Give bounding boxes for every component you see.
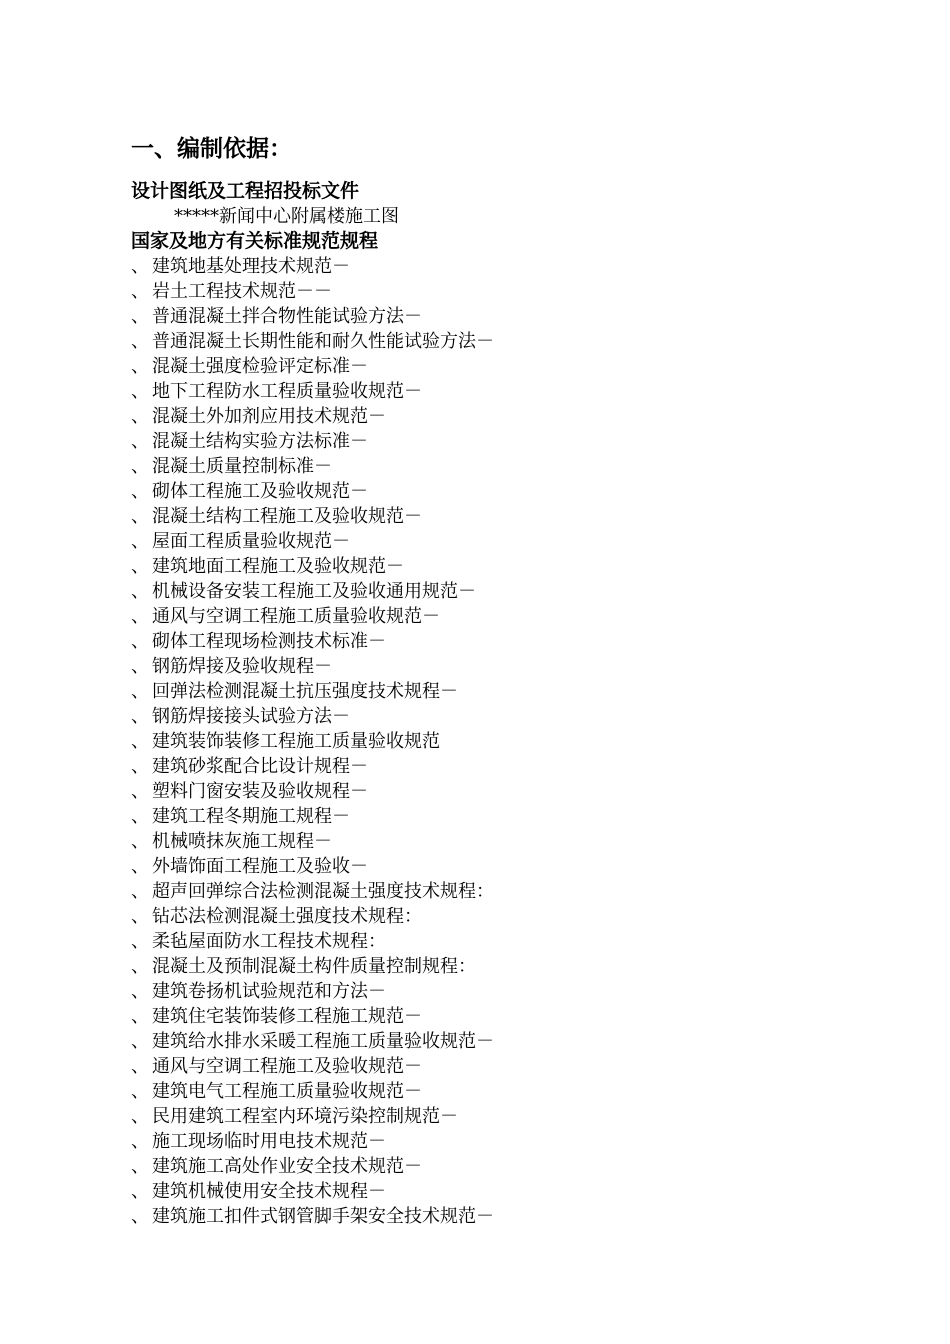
list-item — [131, 479, 891, 504]
list-item-text: 混凝土及预制混凝土构件质量控制规程： — [152, 956, 476, 977]
list-bullet: 、 — [131, 706, 149, 727]
list-bullet: 、 — [131, 1081, 149, 1102]
list-item-text: 建筑施工扣件式钢管脚手架安全技术规范－ — [152, 1206, 494, 1227]
list-bullet: 、 — [131, 881, 149, 902]
list-item — [131, 554, 891, 579]
list-item — [131, 429, 891, 454]
list-item-text: 建筑卷扬机试验规范和方法－ — [152, 981, 386, 1002]
list-item — [131, 1154, 891, 1179]
list-bullet: 、 — [131, 1006, 149, 1027]
list-item — [131, 629, 891, 654]
list-item — [131, 1029, 891, 1054]
list-item — [131, 779, 891, 804]
list-bullet: 、 — [131, 531, 149, 552]
list-bullet: 、 — [131, 831, 149, 852]
list-bullet: 、 — [131, 731, 149, 752]
list-item — [131, 604, 891, 629]
list-bullet: 、 — [131, 431, 149, 452]
list-bullet: 、 — [131, 556, 149, 577]
list-item-text: 混凝土结构实验方法标准－ — [152, 431, 368, 452]
list-item-text: 地下工程防水工程质量验收规范－ — [152, 381, 422, 402]
list-item-text: 混凝土强度检验评定标准－ — [152, 356, 368, 377]
list-bullet: 、 — [131, 606, 149, 627]
list-item-text: 钢筋焊接及验收规程－ — [152, 656, 332, 677]
standards-title: 国家及地方有关标准规范规程 — [131, 230, 379, 252]
list-item — [131, 729, 891, 754]
list-item-text: 建筑砂浆配合比设计规程－ — [152, 756, 368, 777]
list-item — [131, 254, 891, 279]
list-bullet: 、 — [131, 356, 149, 377]
construction-drawing-name: *****新闻中心附属楼施工图 — [174, 206, 399, 227]
list-item — [131, 579, 891, 604]
list-bullet: 、 — [131, 806, 149, 827]
list-item-text: 通风与空调工程施工质量验收规范－ — [152, 606, 440, 627]
list-item-text: 建筑地基处理技术规范－ — [152, 256, 350, 277]
list-item — [131, 1129, 891, 1154]
list-bullet: 、 — [131, 856, 149, 877]
list-bullet: 、 — [131, 906, 149, 927]
list-item — [131, 354, 891, 379]
list-item — [131, 929, 891, 954]
list-item — [131, 854, 891, 879]
list-item — [131, 879, 891, 904]
list-item-text: 混凝土质量控制标准－ — [152, 456, 332, 477]
list-item — [131, 1204, 891, 1229]
list-bullet: 、 — [131, 256, 149, 277]
list-item — [131, 304, 891, 329]
list-bullet: 、 — [131, 506, 149, 527]
list-item — [131, 504, 891, 529]
list-item-text: 机械设备安装工程施工及验收通用规范－ — [152, 581, 476, 602]
standards-list — [131, 254, 891, 1229]
list-item — [131, 804, 891, 829]
list-item-text: 普通混凝土拌合物性能试验方法－ — [152, 306, 422, 327]
list-bullet: 、 — [131, 581, 149, 602]
list-bullet: 、 — [131, 1106, 149, 1127]
list-item-text: 砌体工程施工及验收规范－ — [152, 481, 368, 502]
list-item — [131, 1054, 891, 1079]
document-content — [131, 133, 891, 1229]
list-bullet: 、 — [131, 381, 149, 402]
list-item — [131, 529, 891, 554]
list-bullet: 、 — [131, 306, 149, 327]
design-drawings-title: 设计图纸及工程招投标文件 — [131, 180, 360, 202]
list-item — [131, 954, 891, 979]
list-item-text: 钻芯法检测混凝土强度技术规程： — [152, 906, 422, 927]
list-bullet: 、 — [131, 1206, 149, 1227]
list-item — [131, 329, 891, 354]
list-bullet: 、 — [131, 656, 149, 677]
list-bullet: 、 — [131, 1131, 149, 1152]
list-item-text: 普通混凝土长期性能和耐久性能试验方法－ — [152, 331, 494, 352]
list-item-text: 施工现场临时用电技术规范－ — [152, 1131, 386, 1152]
list-bullet: 、 — [131, 1181, 149, 1202]
list-item — [131, 1004, 891, 1029]
list-item-text: 建筑电气工程施工质量验收规范－ — [152, 1081, 422, 1102]
list-item-text: 民用建筑工程室内环境污染控制规范－ — [152, 1106, 458, 1127]
list-item-text: 屋面工程质量验收规范－ — [152, 531, 350, 552]
list-item — [131, 829, 891, 854]
list-bullet: 、 — [131, 1056, 149, 1077]
list-bullet: 、 — [131, 631, 149, 652]
list-item — [131, 379, 891, 404]
list-item — [131, 679, 891, 704]
list-item-text: 建筑机械使用安全技术规程－ — [152, 1181, 386, 1202]
list-item-text: 柔毡屋面防水工程技术规程： — [152, 931, 386, 952]
list-bullet: 、 — [131, 281, 149, 302]
list-item-text: 建筑装饰装修工程施工质量验收规范 — [152, 731, 440, 752]
list-bullet: 、 — [131, 681, 149, 702]
list-item — [131, 1104, 891, 1129]
list-item-text: 混凝土外加剂应用技术规范－ — [152, 406, 386, 427]
list-item-text: 通风与空调工程施工及验收规范－ — [152, 1056, 422, 1077]
list-item — [131, 454, 891, 479]
section-heading: 一、编制依据： — [131, 136, 292, 162]
list-bullet: 、 — [131, 331, 149, 352]
list-bullet: 、 — [131, 406, 149, 427]
list-bullet: 、 — [131, 1031, 149, 1052]
list-item-text: 建筑给水排水采暖工程施工质量验收规范－ — [152, 1031, 494, 1052]
list-item-text: 砌体工程现场检测技术标准－ — [152, 631, 386, 652]
list-item-text: 建筑工程冬期施工规程－ — [152, 806, 350, 827]
list-item — [131, 704, 891, 729]
list-item-text: 钢筋焊接接头试验方法－ — [152, 706, 350, 727]
list-bullet: 、 — [131, 956, 149, 977]
list-item — [131, 404, 891, 429]
list-item-text: 机械喷抹灰施工规程－ — [152, 831, 332, 852]
list-item-text: 建筑施工高处作业安全技术规范－ — [152, 1156, 422, 1177]
list-item — [131, 904, 891, 929]
list-item-text: 回弹法检测混凝土抗压强度技术规程－ — [152, 681, 458, 702]
list-item — [131, 754, 891, 779]
list-bullet: 、 — [131, 981, 149, 1002]
list-item-text: 建筑住宅装饰装修工程施工规范－ — [152, 1006, 422, 1027]
list-item — [131, 1079, 891, 1104]
list-item-text: 混凝土结构工程施工及验收规范－ — [152, 506, 422, 527]
list-item-text: 建筑地面工程施工及验收规范－ — [152, 556, 404, 577]
list-item-text: 超声回弹综合法检测混凝土强度技术规程： — [152, 881, 494, 902]
list-item-text: 岩土工程技术规范－－ — [152, 281, 332, 302]
list-bullet: 、 — [131, 456, 149, 477]
list-bullet: 、 — [131, 781, 149, 802]
list-bullet: 、 — [131, 481, 149, 502]
list-bullet: 、 — [131, 931, 149, 952]
list-bullet: 、 — [131, 756, 149, 777]
list-bullet: 、 — [131, 1156, 149, 1177]
list-item — [131, 1179, 891, 1204]
list-item-text: 塑料门窗安装及验收规程－ — [152, 781, 368, 802]
list-item-text: 外墙饰面工程施工及验收－ — [152, 856, 368, 877]
list-item — [131, 654, 891, 679]
list-item — [131, 279, 891, 304]
list-item — [131, 979, 891, 1004]
